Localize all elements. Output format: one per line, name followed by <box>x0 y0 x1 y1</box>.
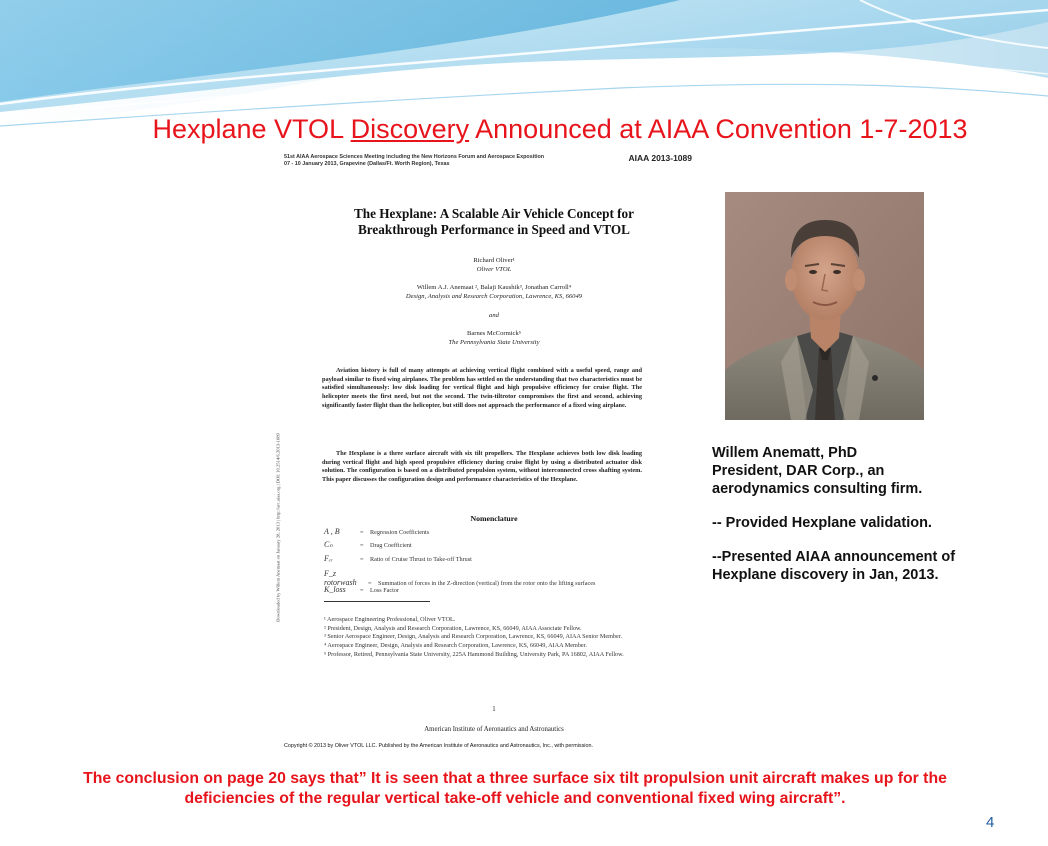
footnote: ¹ Aerospace Engineering Professional, Oliver VTOL. <box>324 616 456 623</box>
paper-affiliation-2: Design, Analysis and Research Corporation, Lawrence, KS, 66049 <box>405 293 583 300</box>
caption-presented-cont: Hexplane discovery in Jan, 2013. <box>712 567 939 583</box>
nomenclature-row: Fₑᵣ = Ratio of Cruise Thrust to Take-off Thrust <box>324 554 472 563</box>
conclusion-quote <box>40 769 990 809</box>
nomenclature-row: F_z rotorwash = Summation of forces in the Z-direction (vertical) from the rotor onto the lifting surfaces <box>324 569 596 587</box>
paper-conference-line2: 07 - 10 January 2013, Grapevine (Dallas/Ft. Worth Region), Texas <box>284 161 450 167</box>
paper-title <box>310 206 678 238</box>
paper-id: AIAA 2013-1089 <box>628 153 692 163</box>
paper-author-1: Richard Oliver¹ <box>473 257 515 264</box>
nomenclature-symbol: Cₙ <box>324 540 333 549</box>
paper-author-3: Barnes McCormick⁵ <box>466 330 522 337</box>
footnote: ³ Senior Aerospace Engineer, Design, Analysis and Research Corporation, Lawrence, KS, 66049, AIAA Senior Member. <box>324 633 623 641</box>
photo-caption <box>712 444 1012 584</box>
paper-download-notice: Downloaded by Willem Anemaat on January 28, 2013 | http://arc.aiaa.org | DOI: 10.2514/6.2013-1089 <box>275 433 281 622</box>
conclusion-line-2: deficiencies of the regular vertical take-off vehicle and conventional fixed wing aircraft”. <box>184 790 846 807</box>
nomenclature-row: A , B = Regression Coefficients <box>324 527 430 536</box>
footnote: ⁴ Aerospace Engineer, Design, Analysis and Research Corporation, Lawrence, KS, 66049, AIAA Member. <box>324 642 587 650</box>
nomenclature-desc: Loss Factor <box>370 587 400 594</box>
caption-validation: -- Provided Hexplane validation. <box>712 515 932 531</box>
slide-title <box>80 114 1040 145</box>
portrait-photo <box>725 192 924 420</box>
caption-title-cont: aerodynamics consulting firm. <box>712 481 923 497</box>
footnote: ² President, Design, Analysis and Research Corporation, Lawrence, KS, 66049, AIAA Associate Fellow. <box>324 624 582 632</box>
conclusion-line-1: The conclusion on page 20 says that” It is seen that a three surface six tilt propulsion unit aircraft makes up for the <box>83 770 947 787</box>
nomenclature-symbol: A , B <box>324 527 340 536</box>
title-underlined-word: Discovery <box>350 114 470 144</box>
paper-footnotes <box>324 616 668 660</box>
nomenclature-desc: Ratio of Cruise Thrust to Take-off Thrust <box>370 556 472 563</box>
paper-and: and <box>489 312 499 319</box>
paper-affiliation-3: The Pennsylvania State University <box>448 339 540 346</box>
caption-name: Willem Anematt, PhD <box>712 445 858 461</box>
footnote-divider <box>324 601 430 602</box>
caption-presented: --Presented AIAA announcement of <box>712 549 956 565</box>
paper-title-line2: Breakthrough Performance in Speed and VTOL <box>358 222 630 237</box>
paper-copyright: Copyright © 2013 by Oliver VTOL LLC. Published by the American Institute of Aeronautics and Astronautics, Inc., with permission. <box>284 743 593 749</box>
caption-title: President, DAR Corp., an <box>712 463 885 479</box>
title-text-start: Hexplane VTOL <box>152 114 351 144</box>
nomenclature-desc: Summation of forces in the Z-direction (vertical) from the rotor onto the lifting surfaces <box>378 580 596 587</box>
paper-organization: American Institute of Aeronautics and Astronautics <box>424 726 564 733</box>
title-text-end: Announced at AIAA Convention 1-7-2013 <box>469 114 968 144</box>
nomenclature-symbol: K_loss <box>324 585 346 594</box>
nomenclature-symbol: Fₑᵣ <box>324 554 333 563</box>
paper-affiliation-1: Oliver VTOL <box>476 266 512 273</box>
paper-conference-header <box>284 154 544 168</box>
footnote: ⁵ Professor, Retired, Pennsylvania State University, 225A Hammond Building, University Park, PA 16802, AIAA Fellow. <box>324 650 624 658</box>
nomenclature-desc: Regression Coefficients <box>370 529 430 536</box>
slide-number: 4 <box>986 814 995 831</box>
paper-page-number: 1 <box>492 706 496 713</box>
nomenclature-row: Cₙ = Drag Coefficient <box>324 540 412 549</box>
nomenclature-symbol: F_z rotorwash <box>324 569 357 587</box>
paper-title-line1: The Hexplane: A Scalable Air Vehicle Concept for <box>354 206 634 221</box>
paper-conference-line1: 51st AIAA Aerospace Sciences Meeting including the New Horizons Forum and Aerospace Exposition <box>284 154 545 160</box>
paper-authors-2: Willem A.J. Anemaat ², Balaji Kaushik³, Jonathan Carroll⁴ <box>416 284 572 291</box>
nomenclature-row: K_loss = Loss Factor <box>324 585 400 594</box>
paper-abstract-paragraph-1: Aviation history is full of many attempts at achieving vertical flight combined with a useful speed, range and payload similar to fixed wing airplanes. The problem has settled on the understanding that two characteristics must be satisfied simultaneously: low disk loading for vertical flight and high propulsive efficiency for cruise flight. The helicopter meets the first need, but not the second. The twin-tiltrotor compromises the first and second, achieving significantly faster flight than the helicopter, but still does not approach the performance of a fixed wing airplane. <box>322 367 642 409</box>
paper-first-page <box>270 150 718 758</box>
paper-abstract-paragraph-2: The Hexplane is a three surface aircraft with six tilt propellers. The Hexplane achieves both low disk loading during vertical flight and high speed propulsive efficiency during cruise flight by using a distributed actuator disk solution. The configuration is based on a distributed propulsion system, without interconnected cross shafting system. This paper discusses the configuration design and performance characteristics of the Hexplane. <box>322 450 642 484</box>
nomenclature-title: Nomenclature <box>470 514 518 523</box>
nomenclature-desc: Drag Coefficient <box>370 542 412 549</box>
